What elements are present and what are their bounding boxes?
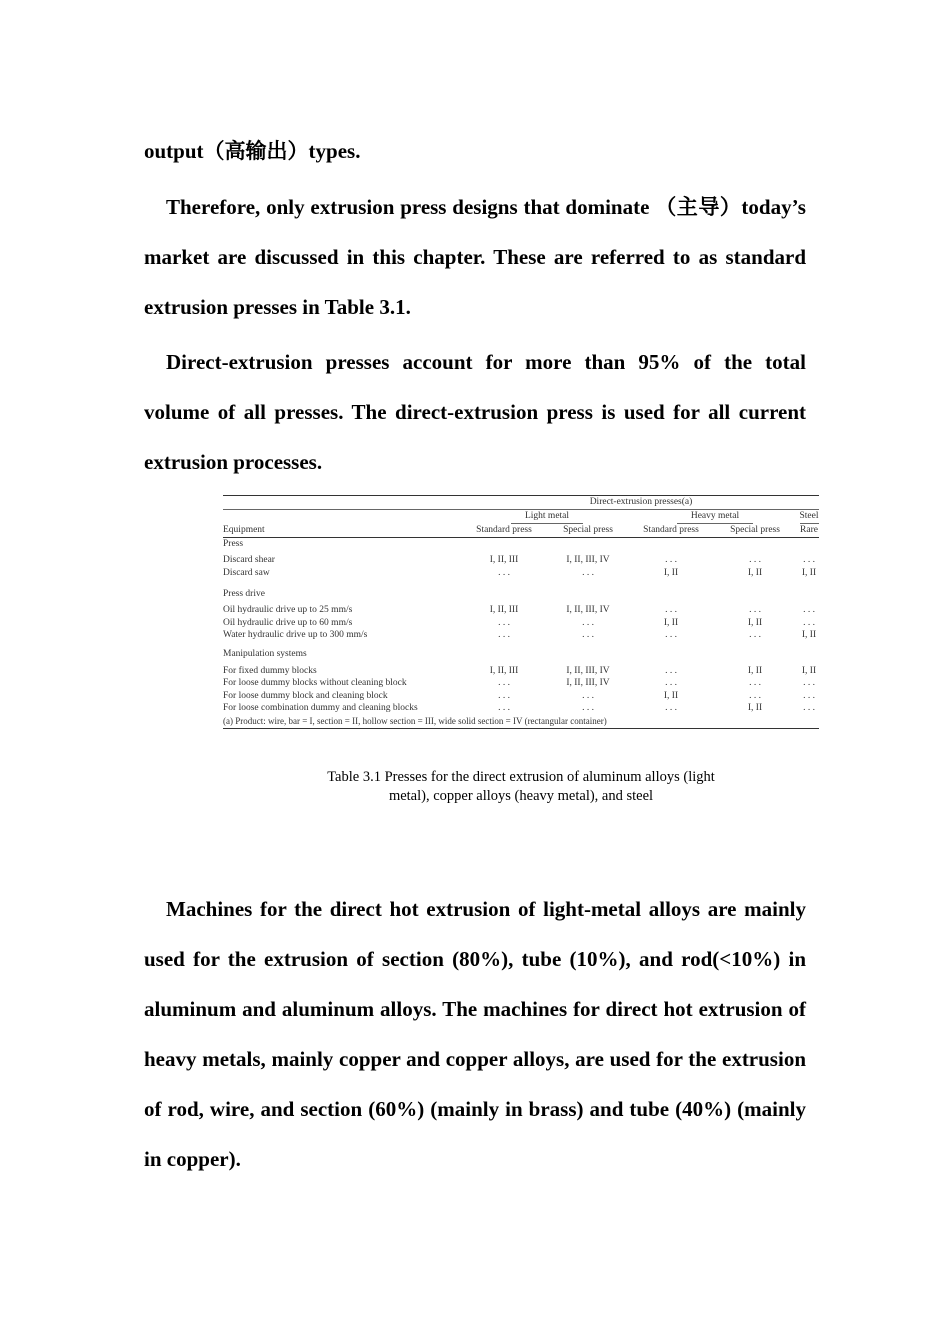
table-row: Discard saw . . . . . . I, II I, II I, II: [223, 567, 817, 578]
col-heavy-standard: Standard press: [631, 524, 711, 537]
table-row: For loose dummy blocks without cleaning block . . . I, II, III, IV . . . . . . . . .: [223, 678, 815, 689]
table-row: For loose combination dummy and cleaning blocks . . . . . . . . . I, II . . .: [223, 703, 815, 714]
paragraph-direct-extrusion-share: Direct-extrusion presses account for more than 95% of the total volume of all presses. The direct-extrusion press is used for all current extrusion processes.: [144, 350, 806, 474]
section-press: Press: [223, 538, 244, 549]
table-row: For fixed dummy blocks I, II, III I, II, III, IV . . . I, II I, II: [223, 665, 817, 676]
col-steel-rare: Rare: [799, 524, 819, 537]
heavy-metal-header: Heavy metal: [677, 510, 753, 525]
caption-line-1: Table 3.1 Presses for the direct extrusion of aluminum alloys (light: [327, 769, 715, 785]
table-row: Oil hydraulic drive up to 25 mm/s I, II, III I, II, III, IV . . . . . . . . .: [223, 605, 815, 616]
paragraph-output-types: output（高输出）types.: [144, 139, 361, 163]
table-row: For loose dummy block and cleaning block . . . . . . I, II . . . . . .: [223, 690, 815, 701]
table-row: Water hydraulic drive up to 300 mm/s . . . . . . . . . . . . I, II: [223, 630, 817, 641]
section-press-drive: Press drive: [223, 588, 265, 599]
col-light-standard: Standard press: [463, 524, 545, 537]
light-metal-header: Light metal: [511, 510, 583, 525]
col-light-special: Special press: [545, 524, 631, 537]
col-heavy-special: Special press: [711, 524, 799, 537]
table-caption: [223, 768, 819, 806]
table-row: Oil hydraulic drive up to 60 mm/s . . . . . . I, II I, II . . .: [223, 617, 815, 628]
table-group-title: Direct-extrusion presses(a): [463, 496, 819, 509]
caption-line-2: metal), copper alloys (heavy metal), and steel: [388, 788, 654, 804]
section-manipulation-systems: Manipulation systems: [223, 648, 307, 659]
steel-header: Steel: [800, 510, 819, 525]
presses-table: [223, 495, 819, 729]
table-column-headers: [223, 524, 819, 537]
table-3-1-figure: [223, 495, 819, 729]
col-equipment: Equipment: [223, 524, 463, 537]
paragraph-standard-presses: Therefore, only extrusion press designs that dominate （主导）today’s market are discussed in this chapter. These are referred to as standard extrusion presses in Table 3.1.: [144, 195, 806, 319]
table-footnote: (a) Product: wire, bar = I, section = II, hollow section = III, wide solid section = IV (rectangular container): [223, 715, 819, 728]
table-row: Discard shear I, II, III I, II, III, IV . . . . . . . . .: [223, 555, 815, 566]
paragraph-machines-usage: Machines for the direct hot extrusion of light-metal alloys are mainly used for the extrusion of section (80%), tube (10%), and rod(<10%) in aluminum and aluminum alloys. The machines for direct hot extrusion of heavy metals, mainly copper and copper alloys, are used for the extrusion of rod, wire, and section (60%) (mainly in brass) and tube (40%) (mainly in copper).: [144, 897, 806, 1171]
